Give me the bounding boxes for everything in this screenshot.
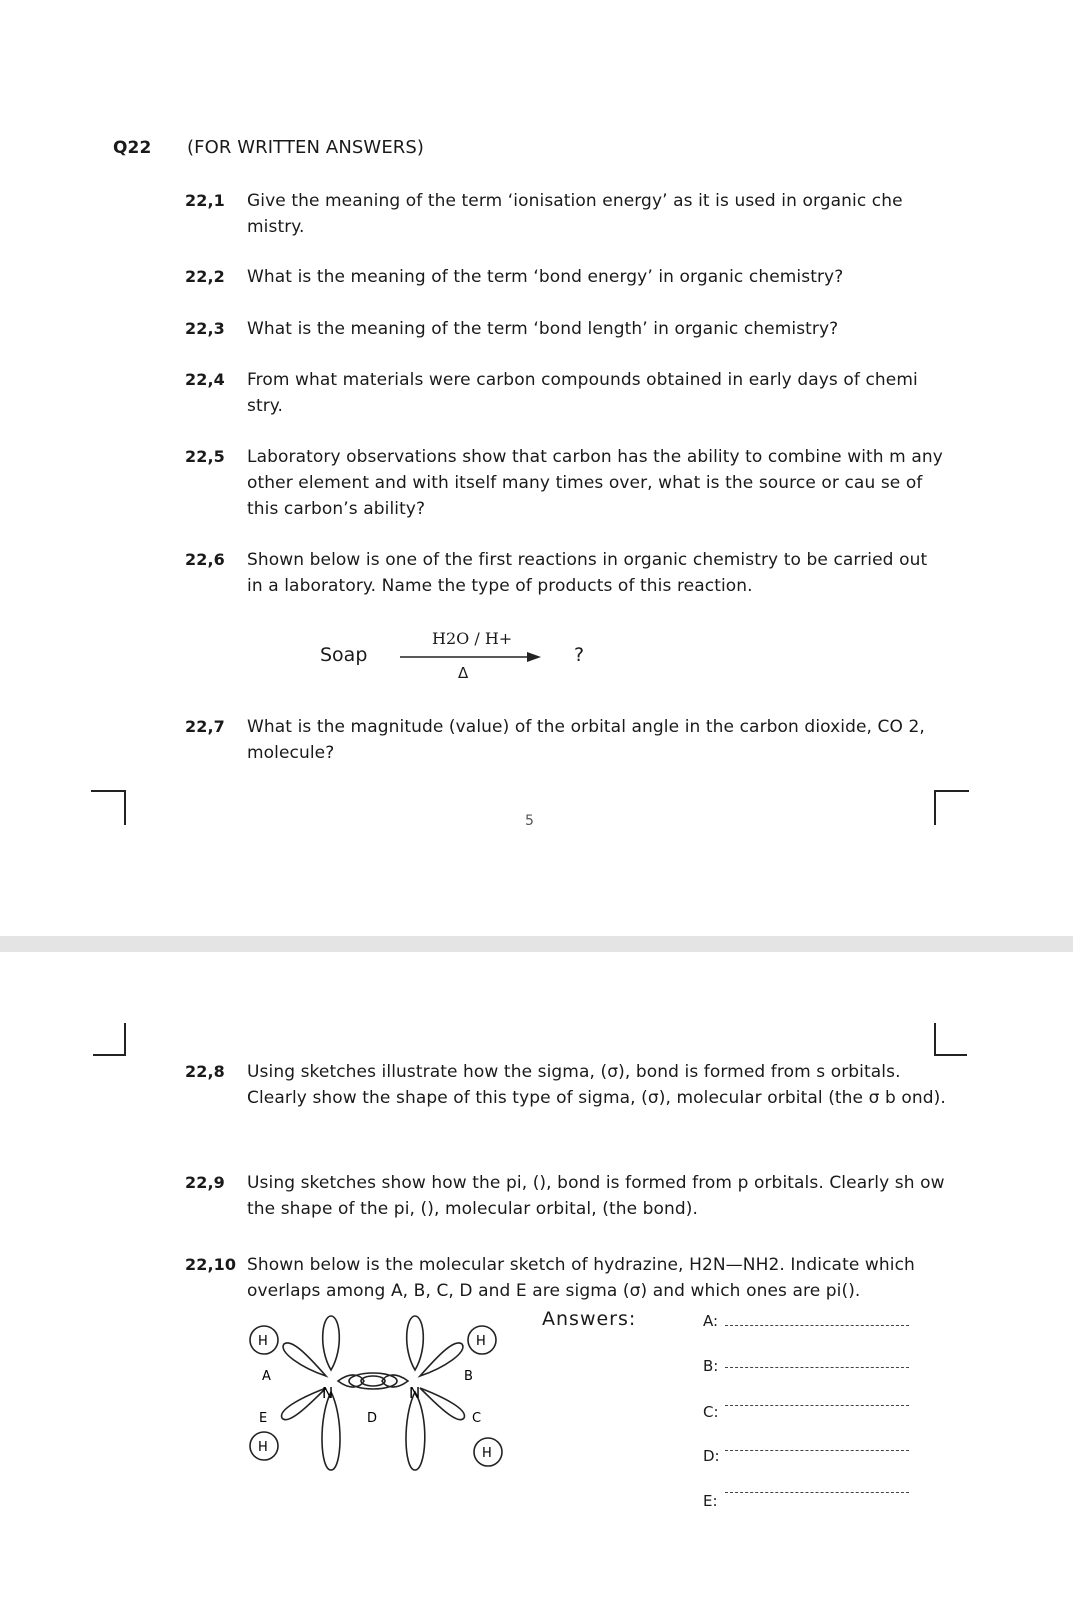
item-number: 22,3: [185, 319, 225, 338]
heat-symbol: Δ: [458, 664, 469, 682]
atom-label-n: N: [322, 1384, 334, 1402]
product-label: ?: [574, 644, 585, 666]
item-number: 22,6: [185, 550, 225, 569]
item-number: 22,1: [185, 191, 225, 210]
answer-label: D:: [703, 1447, 720, 1465]
page-number: 5: [525, 813, 534, 829]
orbital-lobe: [406, 1392, 425, 1470]
answer-line[interactable]: [725, 1492, 909, 1493]
item-number: 22,7: [185, 717, 225, 736]
question-number: Q22: [113, 138, 152, 158]
orbital-lobe: [283, 1343, 326, 1376]
overlap-label: A: [262, 1369, 271, 1384]
overlap-label: B: [464, 1369, 473, 1384]
atom-label-h: H: [258, 1440, 268, 1455]
answer-label: A:: [703, 1312, 719, 1330]
reaction-arrow: [398, 650, 543, 664]
question-text: Using sketches show how the pi, (), bond is formed from p orbitals. Clearly sh ow the shape of the pi, (), molecular orbital, (the bond).: [247, 1173, 945, 1219]
question-text: What is the meaning of the term ‘bond length’ in organic chemistry?: [247, 319, 839, 339]
overlap-label: E: [259, 1411, 268, 1426]
item-number: 22,4: [185, 370, 225, 389]
hydrazine-sketch: [240, 1308, 520, 1488]
crop-mark: [93, 1023, 126, 1056]
atom-label-h: H: [258, 1334, 268, 1349]
answers-title: Answers:: [542, 1308, 637, 1330]
question-text: What is the meaning of the term ‘bond energy’ in organic chemistry?: [247, 267, 844, 287]
orbital-lobe: [323, 1316, 340, 1370]
orbital-lobe: [420, 1388, 464, 1420]
item-number: 22,2: [185, 267, 225, 286]
question-text: Using sketches illustrate how the sigma, (σ), bond is formed from s orbitals. Clearly show the shape of this type of sigma, (σ), molecular orbital (the σ b ond).: [247, 1062, 946, 1108]
question-text: Shown below is one of the first reactions in organic chemistry to be carried out in a laboratory. Name the type of products of this reaction.: [247, 550, 928, 596]
orbital-lobe: [407, 1316, 424, 1370]
item-number: 22,8: [185, 1062, 225, 1081]
answer-label: E:: [703, 1492, 718, 1510]
atom-label-h: H: [482, 1446, 492, 1461]
question-text: Give the meaning of the term ‘ionisation energy’ as it is used in organic che mistry.: [247, 191, 903, 237]
answer-line[interactable]: [725, 1325, 909, 1326]
item-number: 22,9: [185, 1173, 225, 1192]
overlap-label: C: [472, 1411, 482, 1426]
answer-label: B:: [703, 1357, 719, 1375]
answer-line[interactable]: [725, 1367, 909, 1368]
atom-label-n: N: [409, 1384, 421, 1402]
question-text: From what materials were carbon compounds obtained in early days of chemi stry.: [247, 370, 918, 416]
crop-mark: [934, 1023, 967, 1056]
atom-label-h: H: [476, 1334, 486, 1349]
orbital-lobe: [282, 1388, 326, 1420]
page-separator: [0, 936, 1073, 952]
crop-mark: [934, 790, 969, 825]
item-number: 22,5: [185, 447, 225, 466]
answer-line[interactable]: [725, 1450, 909, 1451]
answer-label: C:: [703, 1403, 719, 1421]
section-title: (FOR WRITTEN ANSWERS): [187, 137, 425, 158]
orbital-lobe: [322, 1392, 340, 1470]
item-number: 22,10: [185, 1255, 237, 1274]
question-text: Laboratory observations show that carbon has the ability to combine with m any other element and with itself many times over, what is the source or cau se of this carbon’s ability?: [247, 447, 943, 519]
answer-line[interactable]: [725, 1405, 909, 1406]
crop-mark: [91, 790, 126, 825]
question-text: Shown below is the molecular sketch of hydrazine, H2N—NH2. Indicate which overlaps among A, B, C, D and E are sigma (σ) and which ones are pi().: [247, 1255, 915, 1301]
reagent-label: H2O / H+: [432, 629, 513, 648]
question-text: What is the magnitude (value) of the orbital angle in the carbon dioxide, CO 2, molecule?: [247, 717, 925, 763]
orbital-lobe: [420, 1343, 463, 1376]
reactant-label: Soap: [320, 644, 368, 666]
overlap-label: D: [367, 1411, 378, 1426]
